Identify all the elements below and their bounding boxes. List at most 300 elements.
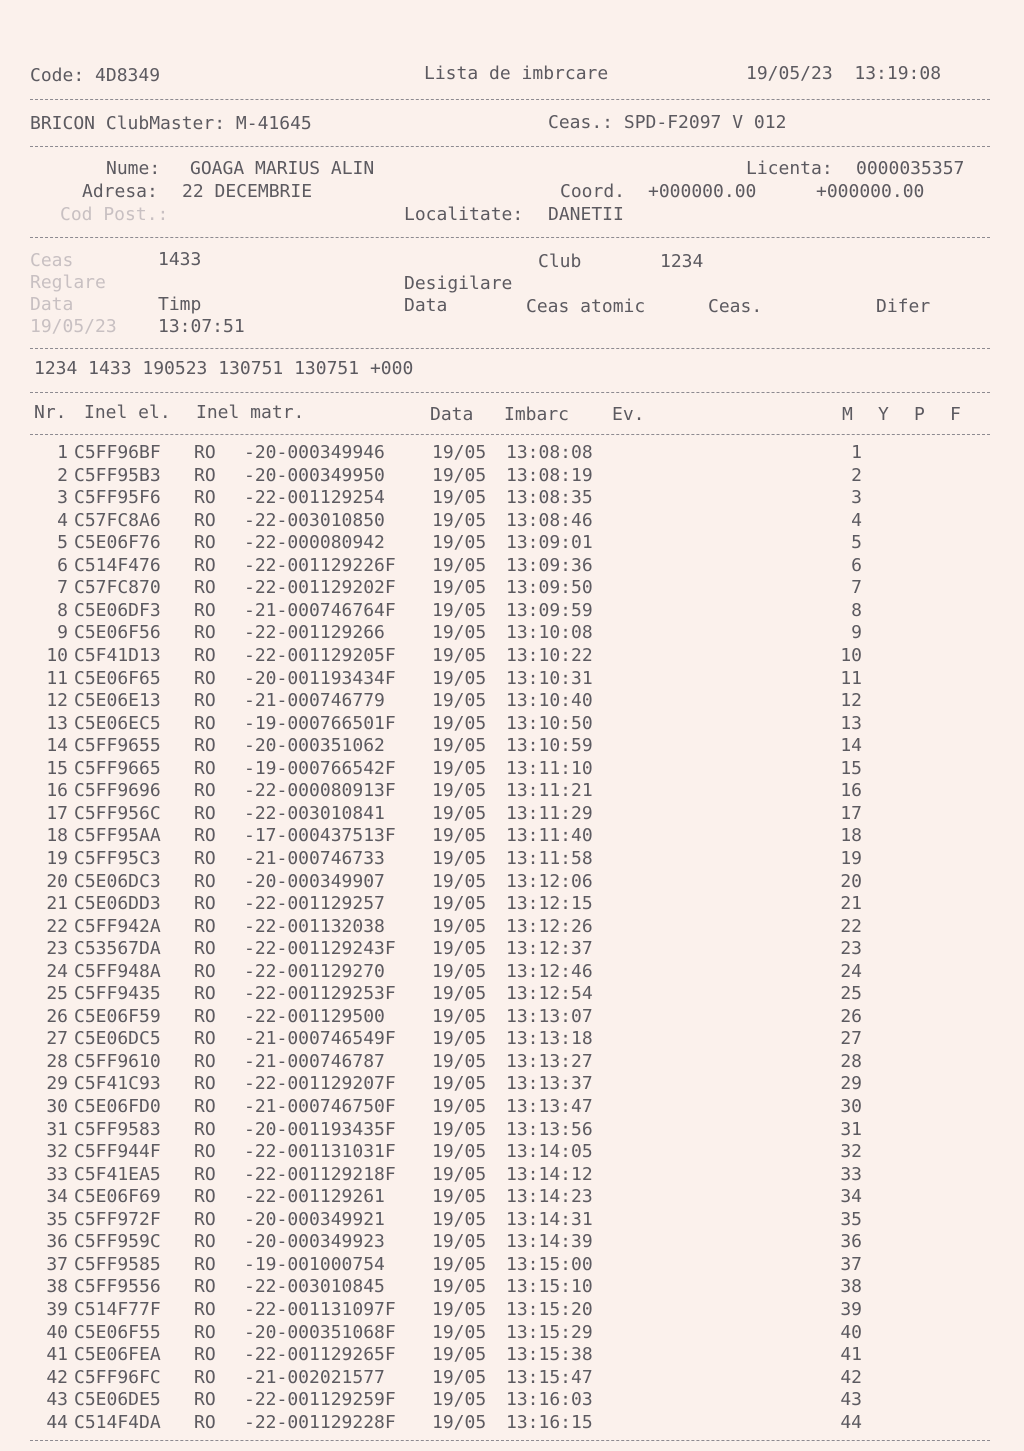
entry-time: 13:13:27 — [506, 1050, 593, 1072]
electronic-ring: C5F41EA5 — [74, 1163, 161, 1185]
row-number: 10 — [46, 645, 68, 666]
row-number: 25 — [46, 983, 68, 1005]
entry-m: 20 — [840, 870, 862, 892]
country-code: RO — [194, 780, 216, 802]
row-number: 1 — [57, 442, 68, 463]
electronic-ring: C5FF972F — [74, 1208, 161, 1230]
ring-number: -21-000746733 — [244, 847, 385, 869]
entry-time: 13:15:00 — [506, 1253, 593, 1275]
club-label: Club — [538, 251, 582, 272]
difer-label: Difer — [876, 296, 931, 317]
country-code: RO — [194, 1163, 216, 1185]
entry-time: 13:11:40 — [506, 825, 593, 847]
entry-time: 13:11:10 — [506, 757, 593, 779]
electronic-ring: C5FF9655 — [74, 735, 161, 757]
country-code: RO — [194, 1298, 216, 1320]
entry-date: 19/05 — [432, 1028, 487, 1050]
country-code: RO — [194, 847, 216, 869]
license-number: 0000035357 — [856, 158, 965, 179]
ring-number: -22-001131031F — [244, 1141, 396, 1163]
entry-date: 19/05 — [432, 1005, 487, 1027]
device-info: BRICON ClubMaster: M-41645 — [30, 113, 312, 134]
country-code: RO — [194, 599, 216, 621]
ring-number: -19-000766542F — [244, 757, 396, 779]
entry-m: 41 — [840, 1344, 862, 1365]
entry-time: 13:12:06 — [506, 870, 593, 892]
ring-number: -19-000766501F — [244, 712, 396, 734]
table-row — [0, 690, 1024, 712]
row-number: 6 — [57, 554, 68, 576]
entry-time: 13:14:23 — [506, 1186, 593, 1208]
electronic-ring: C5FF9435 — [74, 983, 161, 1005]
entry-m: 13 — [840, 712, 862, 734]
country-code: RO — [194, 1344, 216, 1365]
table-row — [0, 1051, 1024, 1073]
col-header-data: Data — [430, 404, 474, 425]
row-number: 14 — [46, 735, 68, 757]
electronic-ring: C53567DA — [74, 938, 161, 960]
ring-number: -21-000746787 — [244, 1050, 385, 1072]
entry-date: 19/05 — [432, 780, 487, 802]
entry-date: 19/05 — [432, 1118, 487, 1140]
table-row — [0, 893, 1024, 915]
electronic-ring: C5FF9610 — [74, 1050, 161, 1072]
electronic-ring: C5E06EC5 — [74, 712, 161, 734]
row-number: 11 — [46, 667, 68, 689]
electronic-ring: C5FF95F6 — [74, 487, 161, 509]
row-number: 41 — [46, 1344, 68, 1365]
row-number: 28 — [46, 1050, 68, 1072]
entry-date: 19/05 — [432, 464, 487, 486]
coord-label: Coord. — [560, 181, 626, 202]
entry-date: 19/05 — [432, 667, 487, 689]
ring-number: -20-001193435F — [244, 1118, 396, 1140]
table-row — [0, 510, 1024, 532]
ring-number: -17-000437513F — [244, 825, 396, 847]
entry-date: 19/05 — [432, 1411, 487, 1433]
col-header-m: M — [842, 404, 853, 425]
entry-date: 19/05 — [432, 599, 487, 621]
seal-date: 19/05/23 — [30, 316, 117, 337]
entry-time: 13:08:19 — [506, 464, 593, 486]
country-code: RO — [194, 712, 216, 734]
country-code: RO — [194, 938, 216, 960]
table-row — [0, 848, 1024, 870]
country-code: RO — [194, 893, 216, 914]
entry-m: 42 — [840, 1366, 862, 1388]
entry-time: 13:12:15 — [506, 893, 593, 914]
electronic-ring: C5E06DE5 — [74, 1389, 161, 1411]
row-number: 37 — [46, 1253, 68, 1275]
row-number: 15 — [46, 757, 68, 779]
entry-date: 19/05 — [432, 1321, 487, 1343]
electronic-ring: C5FF9665 — [74, 757, 161, 779]
entry-m: 18 — [840, 825, 862, 847]
entry-time: 13:10:50 — [506, 712, 593, 734]
table-row — [0, 1096, 1024, 1118]
document-title: Lista de imbrcare — [424, 63, 609, 84]
row-number: 7 — [57, 577, 68, 599]
country-code: RO — [194, 554, 216, 576]
electronic-ring: C5FF944F — [74, 1141, 161, 1163]
entry-m: 8 — [851, 599, 862, 621]
entry-date: 19/05 — [432, 509, 487, 531]
entry-m: 19 — [840, 847, 862, 869]
country-code: RO — [194, 870, 216, 892]
entry-m: 29 — [840, 1073, 862, 1095]
country-code: RO — [194, 960, 216, 982]
entry-date: 19/05 — [432, 1231, 487, 1253]
entry-time: 13:08:46 — [506, 509, 593, 531]
row-number: 35 — [46, 1208, 68, 1230]
country-code: RO — [194, 1411, 216, 1433]
electronic-ring: C5FF96FC — [74, 1366, 161, 1388]
entry-time: 13:15:10 — [506, 1276, 593, 1298]
table-row — [0, 555, 1024, 577]
entry-time: 13:12:26 — [506, 915, 593, 937]
country-code: RO — [194, 1208, 216, 1230]
country-code: RO — [194, 735, 216, 757]
ceas-value: 1433 — [158, 249, 202, 270]
country-code: RO — [194, 532, 216, 554]
table-row — [0, 1119, 1024, 1141]
separator — [30, 392, 990, 393]
table-row — [0, 1344, 1024, 1366]
entry-m: 32 — [840, 1141, 862, 1163]
entry-time: 13:10:08 — [506, 622, 593, 644]
row-number: 8 — [57, 599, 68, 621]
ring-number: -20-000349921 — [244, 1208, 385, 1230]
postal-label: Cod Post.: — [60, 204, 169, 225]
ring-number: -22-000080913F — [244, 780, 396, 802]
electronic-ring: C514F77F — [74, 1298, 161, 1320]
entry-m: 1 — [851, 442, 862, 463]
table-row — [0, 1254, 1024, 1276]
entry-date: 19/05 — [432, 1141, 487, 1163]
table-row — [0, 532, 1024, 554]
atomic-label: Ceas atomic — [526, 296, 646, 317]
col-header-inel-el: Inel el. — [84, 402, 171, 423]
entry-m: 10 — [840, 645, 862, 666]
row-number: 2 — [57, 464, 68, 486]
table-row — [0, 983, 1024, 1005]
ring-number: -22-001129270 — [244, 960, 385, 982]
ring-number: -22-001129259F — [244, 1389, 396, 1411]
country-code: RO — [194, 1366, 216, 1388]
country-code: RO — [194, 645, 216, 666]
table-row — [0, 803, 1024, 825]
entry-date: 19/05 — [432, 1253, 487, 1275]
row-number: 38 — [46, 1276, 68, 1298]
table-row — [0, 961, 1024, 983]
ring-number: -22-001129207F — [244, 1073, 396, 1095]
entry-time: 13:12:54 — [506, 983, 593, 1005]
seal-code-line: 1234 1433 190523 130751 130751 +000 — [34, 358, 414, 379]
table-row — [0, 442, 1024, 464]
electronic-ring: C5E06F76 — [74, 532, 161, 554]
row-number: 17 — [46, 802, 68, 824]
desigilare-label: Desigilare — [404, 273, 513, 294]
ring-number: -20-000351062 — [244, 735, 385, 757]
entry-time: 13:10:31 — [506, 667, 593, 689]
entry-m: 39 — [840, 1298, 862, 1320]
ring-number: -22-001129266 — [244, 622, 385, 644]
coord-x: +000000.00 — [648, 181, 757, 202]
entry-date: 19/05 — [432, 1366, 487, 1388]
ring-number: -22-001129202F — [244, 577, 396, 599]
country-code: RO — [194, 1118, 216, 1140]
entry-date: 19/05 — [432, 893, 487, 914]
table-row — [0, 1231, 1024, 1253]
entry-m: 21 — [840, 893, 862, 914]
electronic-ring: C5E06FD0 — [74, 1096, 161, 1117]
entry-m: 27 — [840, 1028, 862, 1050]
table-row — [0, 758, 1024, 780]
ring-number: -21-000746764F — [244, 599, 396, 621]
col-header-p: P — [914, 404, 925, 425]
entry-time: 13:15:29 — [506, 1321, 593, 1343]
electronic-ring: C5E06F65 — [74, 667, 161, 689]
row-number: 4 — [57, 509, 68, 531]
table-row — [0, 600, 1024, 622]
electronic-ring: C5E06E13 — [74, 690, 161, 711]
ring-number: -22-001129226F — [244, 554, 396, 576]
entry-date: 19/05 — [432, 554, 487, 576]
col-header-y: Y — [878, 404, 889, 425]
entry-time: 13:13:56 — [506, 1118, 593, 1140]
entry-date: 19/05 — [432, 487, 487, 509]
ring-number: -20-000349923 — [244, 1231, 385, 1253]
electronic-ring: C5E06DF3 — [74, 599, 161, 621]
country-code: RO — [194, 1253, 216, 1275]
table-row — [0, 780, 1024, 802]
entry-time: 13:12:37 — [506, 938, 593, 960]
ring-number: -22-001129228F — [244, 1411, 396, 1433]
entry-time: 13:09:36 — [506, 554, 593, 576]
col-header-f: F — [950, 404, 961, 425]
entry-date: 19/05 — [432, 757, 487, 779]
separator — [30, 146, 990, 147]
table-row — [0, 622, 1024, 644]
entry-date: 19/05 — [432, 1344, 487, 1365]
entry-time: 13:11:21 — [506, 780, 593, 802]
country-code: RO — [194, 509, 216, 531]
electronic-ring: C5F41D13 — [74, 645, 161, 666]
entry-date: 19/05 — [432, 622, 487, 644]
row-number: 44 — [46, 1411, 68, 1433]
row-number: 18 — [46, 825, 68, 847]
electronic-ring: C5E06DC3 — [74, 870, 161, 892]
row-number: 42 — [46, 1366, 68, 1388]
electronic-ring: C5E06FEA — [74, 1344, 161, 1365]
ring-number: -21-000746779 — [244, 690, 385, 711]
entry-date: 19/05 — [432, 735, 487, 757]
ring-number: -22-001129261 — [244, 1186, 385, 1208]
entry-m: 22 — [840, 915, 862, 937]
name-label: Nume: — [106, 158, 161, 179]
entry-m: 28 — [840, 1050, 862, 1072]
entry-m: 34 — [840, 1186, 862, 1208]
entry-time: 13:09:59 — [506, 599, 593, 621]
entry-date: 19/05 — [432, 1389, 487, 1411]
entry-m: 4 — [851, 509, 862, 531]
entry-date: 19/05 — [432, 1208, 487, 1230]
ring-number: -22-003010841 — [244, 802, 385, 824]
license-label: Licenta: — [746, 158, 833, 179]
entry-m: 26 — [840, 1005, 862, 1027]
country-code: RO — [194, 1028, 216, 1050]
entry-date: 19/05 — [432, 938, 487, 960]
club-value: 1234 — [660, 251, 704, 272]
entry-time: 13:08:08 — [506, 442, 593, 463]
table-row — [0, 1276, 1024, 1298]
entry-m: 14 — [840, 735, 862, 757]
electronic-ring: C5FF95AA — [74, 825, 161, 847]
table-row — [0, 668, 1024, 690]
country-code: RO — [194, 915, 216, 937]
country-code: RO — [194, 487, 216, 509]
entry-date: 19/05 — [432, 825, 487, 847]
owner-address: 22 DECEMBRIE — [182, 181, 313, 202]
entry-time: 13:14:31 — [506, 1208, 593, 1230]
locality-label: Localitate: — [404, 204, 524, 225]
row-number: 22 — [46, 915, 68, 937]
col-header-inel-matr: Inel matr. — [196, 402, 305, 423]
row-number: 21 — [46, 893, 68, 914]
entry-m: 36 — [840, 1231, 862, 1253]
electronic-ring: C5FF96BF — [74, 442, 161, 463]
entry-m: 5 — [851, 532, 862, 554]
country-code: RO — [194, 1389, 216, 1411]
table-row — [0, 713, 1024, 735]
entry-m: 17 — [840, 802, 862, 824]
row-number: 34 — [46, 1186, 68, 1208]
row-number: 13 — [46, 712, 68, 734]
country-code: RO — [194, 825, 216, 847]
row-number: 36 — [46, 1231, 68, 1253]
table-row — [0, 1412, 1024, 1434]
entry-time: 13:13:07 — [506, 1005, 593, 1027]
entry-m: 33 — [840, 1163, 862, 1185]
row-number: 24 — [46, 960, 68, 982]
row-number: 43 — [46, 1389, 68, 1411]
ring-number: -22-001129253F — [244, 983, 396, 1005]
seal-time: 13:07:51 — [158, 316, 245, 337]
electronic-ring: C5FF95B3 — [74, 464, 161, 486]
separator — [30, 99, 990, 100]
entry-time: 13:16:03 — [506, 1389, 593, 1411]
row-number: 31 — [46, 1118, 68, 1140]
ring-number: -22-003010850 — [244, 509, 385, 531]
entry-date: 19/05 — [432, 870, 487, 892]
ring-number: -21-002021577 — [244, 1366, 385, 1388]
ring-number: -22-001131097F — [244, 1298, 396, 1320]
row-number: 29 — [46, 1073, 68, 1095]
timp-label: Timp — [158, 294, 202, 315]
row-number: 39 — [46, 1298, 68, 1320]
table-row — [0, 825, 1024, 847]
ring-number: -20-000349946 — [244, 442, 385, 463]
entry-m: 15 — [840, 757, 862, 779]
entry-m: 7 — [851, 577, 862, 599]
row-number: 5 — [57, 532, 68, 554]
entry-date: 19/05 — [432, 1276, 487, 1298]
print-datetime: 19/05/23 13:19:08 — [746, 63, 942, 84]
entry-m: 37 — [840, 1253, 862, 1275]
data-label: Data — [30, 294, 74, 315]
entry-m: 25 — [840, 983, 862, 1005]
electronic-ring: C5FF9696 — [74, 780, 161, 802]
entry-time: 13:10:40 — [506, 690, 593, 711]
table-row — [0, 645, 1024, 667]
ceas-label: Ceas — [30, 250, 74, 271]
ring-number: -22-001132038 — [244, 915, 385, 937]
entry-time: 13:14:12 — [506, 1163, 593, 1185]
entry-date: 19/05 — [432, 577, 487, 599]
electronic-ring: C57FC870 — [74, 577, 161, 599]
country-code: RO — [194, 1231, 216, 1253]
coord-y: +000000.00 — [816, 181, 925, 202]
table-row — [0, 1164, 1024, 1186]
country-code: RO — [194, 1186, 216, 1208]
ring-number: -22-000080942 — [244, 532, 385, 554]
row-number: 3 — [57, 487, 68, 509]
entry-time: 13:10:59 — [506, 735, 593, 757]
entry-time: 13:13:37 — [506, 1073, 593, 1095]
table-row — [0, 1367, 1024, 1389]
entry-date: 19/05 — [432, 1073, 487, 1095]
electronic-ring: C5F41C93 — [74, 1073, 161, 1095]
ring-number: -20-000349950 — [244, 464, 385, 486]
row-number: 19 — [46, 847, 68, 869]
country-code: RO — [194, 667, 216, 689]
ring-number: -22-001129243F — [244, 938, 396, 960]
electronic-ring: C514F4DA — [74, 1411, 161, 1433]
electronic-ring: C5FF959C — [74, 1231, 161, 1253]
country-code: RO — [194, 983, 216, 1005]
entry-m: 12 — [840, 690, 862, 711]
country-code: RO — [194, 1276, 216, 1298]
row-number: 12 — [46, 690, 68, 711]
entry-time: 13:09:50 — [506, 577, 593, 599]
electronic-ring: C5FF9585 — [74, 1253, 161, 1275]
country-code: RO — [194, 1141, 216, 1163]
table-row — [0, 871, 1024, 893]
table-row — [0, 938, 1024, 960]
country-code: RO — [194, 622, 216, 644]
electronic-ring: C5FF956C — [74, 802, 161, 824]
electronic-ring: C5E06DD3 — [74, 893, 161, 914]
table-row — [0, 735, 1024, 757]
separator — [30, 348, 990, 349]
col-header-nr: Nr. — [34, 402, 67, 423]
separator — [30, 434, 990, 435]
entry-m: 35 — [840, 1208, 862, 1230]
table-row — [0, 1073, 1024, 1095]
ring-number: -20-001193434F — [244, 667, 396, 689]
country-code: RO — [194, 577, 216, 599]
address-label: Adresa: — [82, 181, 158, 202]
separator — [30, 237, 990, 238]
country-code: RO — [194, 757, 216, 779]
table-row — [0, 1389, 1024, 1411]
entry-time: 13:11:29 — [506, 802, 593, 824]
electronic-ring: C5E06DC5 — [74, 1028, 161, 1050]
electronic-ring: C5FF9556 — [74, 1276, 161, 1298]
electronic-ring: C5FF95C3 — [74, 847, 161, 869]
entry-m: 30 — [840, 1096, 862, 1117]
electronic-ring: C5E06F59 — [74, 1005, 161, 1027]
